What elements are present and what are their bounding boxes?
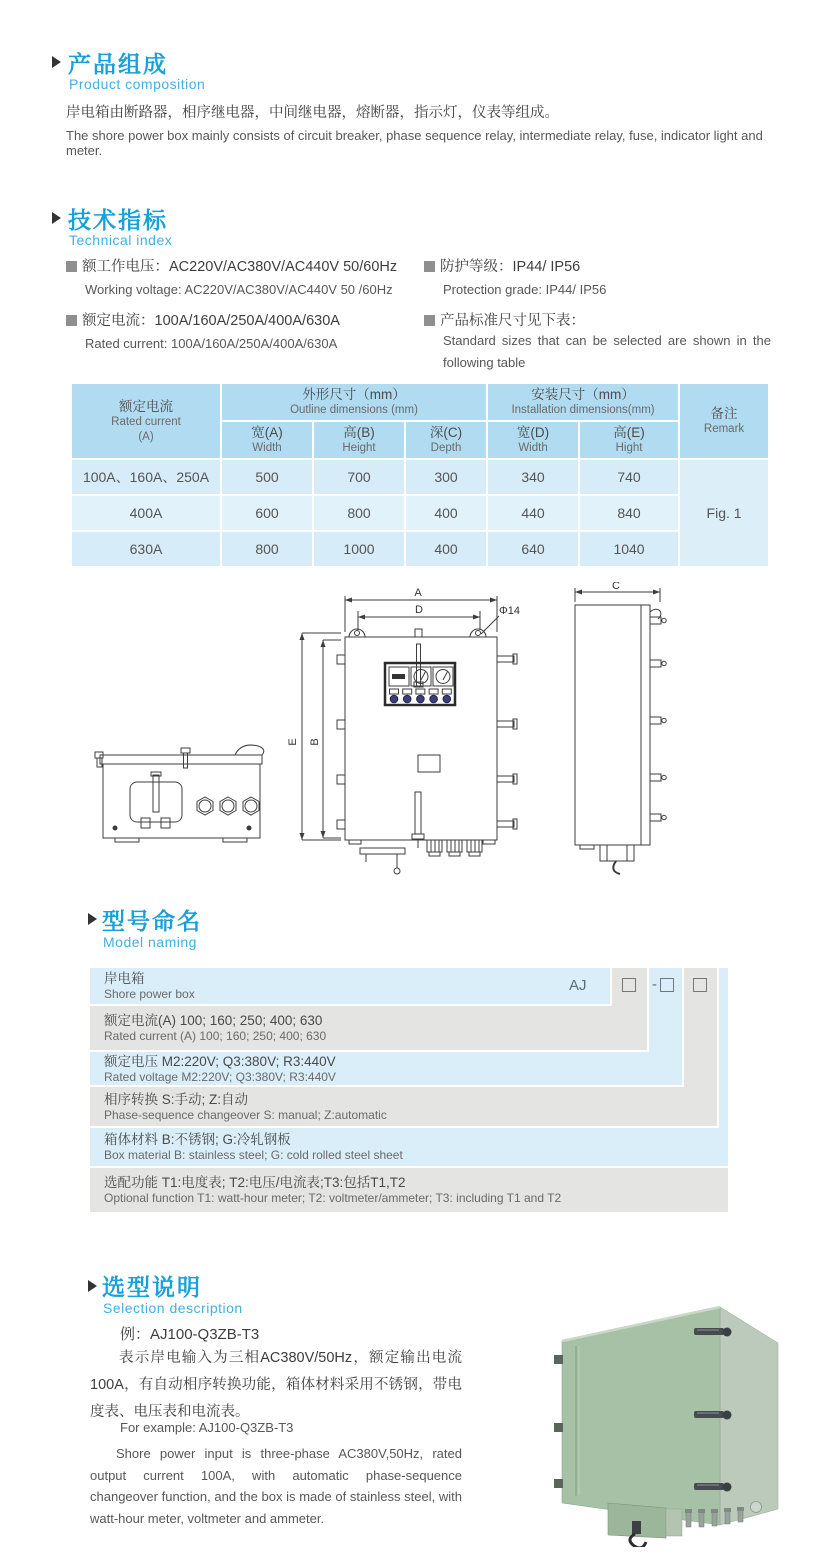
ladder-row-rated-current: 额定电流(A) 100; 160; 250; 400; 630 Rated current (A) 100; 160; 250; 400; 630 [90, 1006, 647, 1050]
col-header-hight-e: 高(E) Hight [580, 422, 678, 458]
table-row [72, 460, 768, 494]
cell-height: 1000 [314, 532, 404, 566]
table-row [72, 496, 768, 530]
cell-current: 400A [72, 496, 220, 530]
cell-depth: 400 [406, 496, 486, 530]
cell-inst-width: 340 [488, 460, 578, 494]
ladder-row-shore-power-box: 岸电箱 Shore power box [90, 968, 610, 1004]
spec-bullet-en: Standard sizes that can be selected are shown in the following table [443, 333, 771, 370]
cell-inst-width: 440 [488, 496, 578, 530]
cell-inst-hight: 1040 [580, 532, 678, 566]
spec-bullet: 额工作电压：AC220V/AC380V/AC440V 50/60Hz [66, 255, 397, 276]
cell-height: 800 [314, 496, 404, 530]
cell-width: 500 [222, 460, 312, 494]
cell-inst-width: 640 [488, 532, 578, 566]
table-row [72, 532, 768, 566]
model-code-box [660, 978, 674, 992]
square-bullet-icon [66, 261, 77, 272]
technical-drawing [75, 582, 775, 897]
dimensions-table [70, 382, 770, 568]
cell-depth: 400 [406, 532, 486, 566]
dim-label-c: C [612, 582, 620, 592]
dim-label-b: B [309, 738, 321, 746]
composition-body-en: The shore power box mainly consists of circuit breaker, phase sequence relay, intermediate relay, fuse, indicator light and meter. [66, 128, 763, 158]
composition-title-zh: 产品组成 [68, 51, 168, 77]
dim-label-e: E [287, 738, 299, 746]
ladder-row-optional-function: 选配功能 T1:电度表; T2:电压/电流表;T3:包括T1,T2 Optional function T1: watt-hour meter; T2: voltmeter/ammeter; T3: including T1 and T2 [90, 1168, 728, 1212]
cell-remark: Fig. 1 [680, 460, 768, 566]
col-header-width-d: 宽(D) Width [488, 422, 578, 458]
spec-bullet: 产品标准尺寸见下表： [424, 309, 585, 330]
section-arrow-icon [88, 913, 97, 925]
cell-width: 800 [222, 532, 312, 566]
col-header-depth-c: 深(C) Depth [406, 422, 486, 458]
col-header-height-b: 高(B) Height [314, 422, 404, 458]
cell-inst-hight: 840 [580, 496, 678, 530]
composition-body-zh: 岸电箱由断路器，相序继电器，中间继电器，熔断器，指示灯，仪表等组成。 [66, 105, 559, 121]
section-arrow-icon [88, 1280, 97, 1292]
dim-label-dia: Φ14 [499, 605, 521, 617]
model-title-en: Model naming [103, 934, 197, 950]
section-arrow-icon [52, 212, 61, 224]
cell-width: 600 [222, 496, 312, 530]
cell-depth: 300 [406, 460, 486, 494]
spec-bullet-en: Protection grade: IP44/ IP56 [443, 282, 607, 297]
col-header-installation: 安装尺寸（mm） Installation dimensions(mm) [488, 384, 678, 420]
col-header-rated-current: 额定电流 Rated current (A) [72, 384, 220, 458]
spec-bullet-en: Rated current: 100A/160A/250A/400A/630A [85, 336, 338, 351]
model-code-box [693, 978, 707, 992]
cell-current: 100A、160A、250A [72, 460, 220, 494]
selection-body-zh: 表示岸电输入为三相AC380V/50Hz，额定输出电流100A，有自动相序转换功能，箱体材料采用不锈钢，带电度表、电压表和电流表。 [90, 1350, 462, 1420]
model-title-zh: 型号命名 [102, 908, 202, 934]
product-photo [548, 1295, 830, 1547]
cell-height: 700 [314, 460, 404, 494]
square-bullet-icon [66, 315, 77, 326]
square-bullet-icon [424, 261, 435, 272]
spec-bullet-en: Working voltage: AC220V/AC380V/AC440V 50 /60Hz [85, 282, 393, 297]
model-code-box [622, 978, 636, 992]
technical-title-zh: 技术指标 [68, 207, 168, 233]
dim-label-d: D [415, 604, 423, 616]
ladder-row-rated-voltage: 额定电压 M2:220V; Q3:380V; R3:440V Rated voltage M2:220V; Q3:380V; R3:440V [90, 1052, 682, 1085]
col-header-remark: 备注 Remark [680, 384, 768, 458]
model-code-prefix: AJ [569, 977, 587, 994]
section-arrow-icon [52, 56, 61, 68]
dim-label-a: A [414, 587, 422, 599]
spec-bullet: 防护等级：IP44/ IP56 [424, 255, 580, 276]
spec-bullet: 额定电流：100A/160A/250A/400A/630A [66, 309, 340, 330]
square-bullet-icon [424, 315, 435, 326]
model-naming-ladder [90, 968, 728, 1214]
ladder-row-phase-sequence: 相序转换 S:手动; Z:自动 Phase-sequence changeover S: manual; Z:automatic [90, 1087, 717, 1126]
model-code-dash: - [652, 976, 657, 993]
col-header-outline: 外形尺寸（mm） Outline dimensions (mm) [222, 384, 486, 420]
selection-example-zh: 例：AJ100-Q3ZB-T3 [120, 1326, 260, 1343]
cell-current: 630A [72, 532, 220, 566]
technical-title-en: Technical index [69, 232, 173, 248]
ladder-row-box-material: 箱体材料 B:不锈钢; G:冷轧钢板 Box material B: stainless steel; G: cold rolled steel sheet [90, 1128, 728, 1166]
cell-inst-hight: 740 [580, 460, 678, 494]
selection-title-en: Selection description [103, 1300, 243, 1316]
selection-body-en: Shore power input is three-phase AC380V,50Hz, rated output current 100A, with automatic phase-sequence changeover function, and the box is made of stainless steel, with watt-hour meter, voltmeter and ammeter. [90, 1446, 462, 1526]
selection-title-zh: 选型说明 [102, 1274, 202, 1300]
composition-title-en: Product composition [69, 76, 206, 92]
col-header-width-a: 宽(A) Width [222, 422, 312, 458]
selection-example-en: For example: AJ100-Q3ZB-T3 [120, 1420, 294, 1435]
